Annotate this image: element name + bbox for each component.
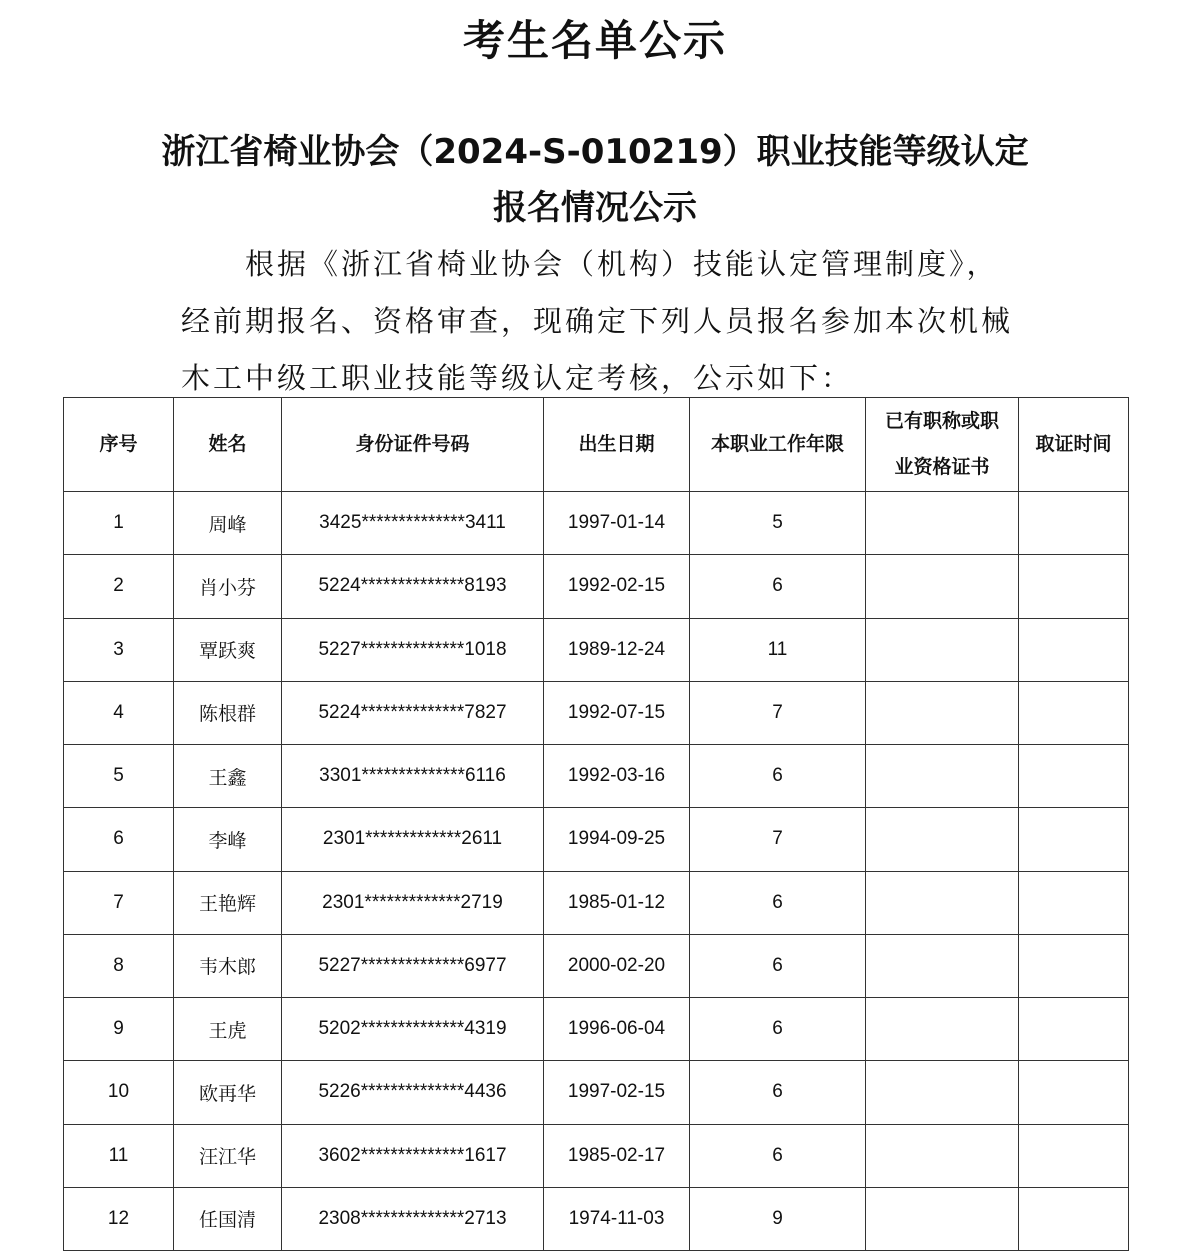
cell-years: 6 <box>690 998 866 1061</box>
table-row <box>64 998 1129 1061</box>
cell-no: 8 <box>64 934 174 997</box>
candidate-table <box>63 397 1129 1251</box>
cell-years: 6 <box>690 1061 866 1124</box>
cell-id: 5224**************7827 <box>282 681 544 744</box>
document-title <box>0 124 1190 236</box>
cell-birth: 1974-11-03 <box>544 1187 690 1250</box>
cell-issue <box>1019 745 1129 808</box>
table-row <box>64 871 1129 934</box>
cell-name: 韦木郎 <box>174 934 282 997</box>
cell-issue <box>1019 871 1129 934</box>
cell-name: 李峰 <box>174 808 282 871</box>
cell-birth: 1992-02-15 <box>544 555 690 618</box>
cell-name: 王虎 <box>174 998 282 1061</box>
cell-id: 5227**************1018 <box>282 618 544 681</box>
cell-issue <box>1019 1124 1129 1187</box>
cell-birth: 1985-02-17 <box>544 1124 690 1187</box>
cell-id: 2301*************2611 <box>282 808 544 871</box>
cell-name: 汪江华 <box>174 1124 282 1187</box>
intro-line-3: 木工中级工职业技能等级认定考核，公示如下： <box>181 361 854 395</box>
cell-name: 王鑫 <box>174 745 282 808</box>
table-row <box>64 808 1129 871</box>
cell-cert <box>866 555 1019 618</box>
cell-birth: 1989-12-24 <box>544 618 690 681</box>
cell-years: 7 <box>690 808 866 871</box>
cell-id: 5202**************4319 <box>282 998 544 1061</box>
cell-no: 10 <box>64 1061 174 1124</box>
cell-issue <box>1019 618 1129 681</box>
page-title: 考生名单公示 <box>462 16 727 65</box>
cell-cert <box>866 618 1019 681</box>
table-row <box>64 1061 1129 1124</box>
table-row <box>64 555 1129 618</box>
cell-id: 5227**************6977 <box>282 934 544 997</box>
cell-no: 7 <box>64 871 174 934</box>
cell-cert <box>866 808 1019 871</box>
cell-birth: 1996-06-04 <box>544 998 690 1061</box>
header-cert <box>866 398 1019 492</box>
cell-issue <box>1019 1061 1129 1124</box>
cell-id: 2301*************2719 <box>282 871 544 934</box>
cell-years: 9 <box>690 1187 866 1250</box>
cell-cert <box>866 934 1019 997</box>
cell-cert <box>866 1187 1019 1250</box>
cell-years: 6 <box>690 871 866 934</box>
cell-years: 11 <box>690 618 866 681</box>
cell-no: 1 <box>64 492 174 555</box>
header-cert-line-2: 业资格证书 <box>894 456 990 478</box>
table-row <box>64 1124 1129 1187</box>
cell-id: 5224**************8193 <box>282 555 544 618</box>
header-name: 姓名 <box>174 398 282 492</box>
cell-no: 9 <box>64 998 174 1061</box>
cell-id: 2308**************2713 <box>282 1187 544 1250</box>
table-row <box>64 745 1129 808</box>
intro-paragraph <box>181 236 1014 407</box>
cell-id: 3602**************1617 <box>282 1124 544 1187</box>
cell-years: 7 <box>690 681 866 744</box>
cell-years: 6 <box>690 555 866 618</box>
cell-no: 11 <box>64 1124 174 1187</box>
cell-no: 2 <box>64 555 174 618</box>
table-row <box>64 618 1129 681</box>
cell-years: 6 <box>690 745 866 808</box>
cell-issue <box>1019 555 1129 618</box>
cell-issue <box>1019 934 1129 997</box>
cell-birth: 1994-09-25 <box>544 808 690 871</box>
cell-cert <box>866 998 1019 1061</box>
cell-name: 王艳辉 <box>174 871 282 934</box>
cell-issue <box>1019 998 1129 1061</box>
cell-issue <box>1019 492 1129 555</box>
header-cert-line-1: 已有职称或职 <box>884 410 999 432</box>
cell-birth: 1992-03-16 <box>544 745 690 808</box>
document-title-line-1: 浙江省椅业协会（2024-S-010219）职业技能等级认定 <box>161 132 1029 172</box>
cell-cert <box>866 1124 1019 1187</box>
cell-birth: 1997-02-15 <box>544 1061 690 1124</box>
cell-id: 3425**************3411 <box>282 492 544 555</box>
cell-no: 6 <box>64 808 174 871</box>
cell-cert <box>866 681 1019 744</box>
table-row <box>64 492 1129 555</box>
cell-name: 周峰 <box>174 492 282 555</box>
header-no: 序号 <box>64 398 174 492</box>
cell-birth: 1985-01-12 <box>544 871 690 934</box>
cell-issue <box>1019 1187 1129 1250</box>
table-header-row <box>64 398 1129 492</box>
header-years: 本职业工作年限 <box>690 398 866 492</box>
intro-line-1: 根据《浙江省椅业协会（机构）技能认定管理制度》， <box>245 247 999 281</box>
cell-cert <box>866 492 1019 555</box>
cell-birth: 2000-02-20 <box>544 934 690 997</box>
table-body <box>64 492 1129 1251</box>
cell-no: 5 <box>64 745 174 808</box>
cell-no: 3 <box>64 618 174 681</box>
cell-years: 6 <box>690 934 866 997</box>
cell-name: 欧再华 <box>174 1061 282 1124</box>
table-row <box>64 934 1129 997</box>
cell-name: 陈根群 <box>174 681 282 744</box>
cell-id: 3301**************6116 <box>282 745 544 808</box>
cell-years: 5 <box>690 492 866 555</box>
intro-line-2: 经前期报名、资格审查，现确定下列人员报名参加本次机械 <box>181 304 1014 338</box>
cell-birth: 1992-07-15 <box>544 681 690 744</box>
header-birth: 出生日期 <box>544 398 690 492</box>
cell-no: 4 <box>64 681 174 744</box>
cell-issue <box>1019 808 1129 871</box>
header-issue: 取证时间 <box>1019 398 1129 492</box>
cell-cert <box>866 871 1019 934</box>
cell-name: 覃跃爽 <box>174 618 282 681</box>
cell-issue <box>1019 681 1129 744</box>
document-title-line-2: 报名情况公示 <box>493 188 697 228</box>
cell-years: 6 <box>690 1124 866 1187</box>
cell-name: 任国清 <box>174 1187 282 1250</box>
cell-birth: 1997-01-14 <box>544 492 690 555</box>
header-id: 身份证件号码 <box>282 398 544 492</box>
cell-no: 12 <box>64 1187 174 1250</box>
table-row <box>64 681 1129 744</box>
cell-cert <box>866 745 1019 808</box>
cell-id: 5226**************4436 <box>282 1061 544 1124</box>
table-row <box>64 1187 1129 1250</box>
cell-cert <box>866 1061 1019 1124</box>
cell-name: 肖小芬 <box>174 555 282 618</box>
